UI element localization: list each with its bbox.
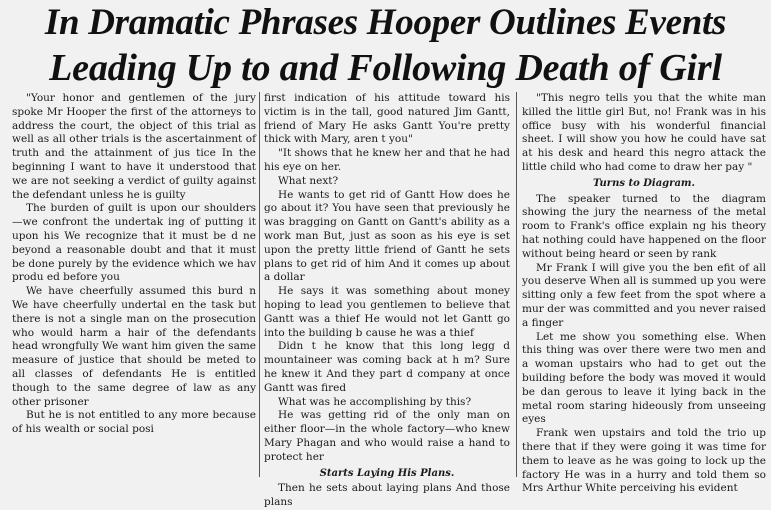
paragraph: Didn t he know that this long legg d mountaineer was coming back at h m? Sure he knew it And they part d company at once Gantt was fired <box>264 340 510 394</box>
paragraph: But he is not entitled to any more because of his wealth or social posi <box>12 409 256 436</box>
paragraph: "Your honor and gentlemen of the jury spoke Mr Hooper the first of the attorneys to address the court, the object of this trial as well as all other trials is the ascertainment of truth and the attainment of jus tice In the beginning I want to have it understood that we are not seeking a verdict of guilty against the defendant unless he is guilty <box>12 92 256 201</box>
paragraph: He wants to get rid of Gantt How does he go about it? You have seen that previously he was bragging on Gantt on Gantt's ability as a work man But, just as soon as his eye is set upon the pretty little friend of Gantt he sets plans to get rid of him And it comes up about a dollar <box>264 188 510 284</box>
column-1 <box>12 92 256 477</box>
subheading: Starts Laying His Plans. <box>319 467 455 479</box>
paragraph: We have cheerfully assumed this burd n We have cheerfully undertal en the task but there is not a single man on the prosecution who would harm a hair of the defendants head wrongfully We want him given the same measure of justice that should be meted to all classes of defendants He is entitled though to the same degree of law as any other prisoner <box>12 285 256 408</box>
paragraph: Frank wen upstairs and told the trio up there that if they were going it was time for them to leave as he was going to lock up the factory He was in a hurry and told them so Mrs Arthur White perceiving his evident <box>522 427 766 495</box>
column-3 <box>522 92 766 495</box>
paragraph: What next? <box>278 174 339 187</box>
paragraph: "It shows that he knew her and that he had his eye on her. <box>264 147 510 173</box>
column-rule-1 <box>259 92 260 477</box>
headline-line-2: Leading Up to and Following Death of Girl <box>49 47 722 89</box>
paragraph: Then he sets about laying plans And those plans <box>264 482 510 509</box>
paragraph: Mr Frank I will give you the ben efit of all you deserve When all is summed up you were sitting only a few feet from the spot where a mur der was committed and you never raised a finger <box>522 261 766 329</box>
paragraph: He was getting rid of the only man on either floor—in the whole factory—who knew Mary Phagan and who would raise a hand to protect her <box>264 409 510 463</box>
headline-line-1: In Dramatic Phrases Hooper Outlines Events <box>44 2 727 43</box>
column-rule-2 <box>516 92 517 477</box>
paragraph: What was he accomplishing by this? <box>278 395 472 408</box>
headline <box>0 0 771 92</box>
paragraph: He says it was something about money hoping to lead you gentlemen to believe that Gantt was a thief He would not let Gantt go into the building b cause he was a thief <box>264 285 510 339</box>
subheading: Turns to Diagram. <box>593 177 695 189</box>
paragraph: first indication of his attitude toward his victim is in the tall, good natured Jim Gantt, friend of Mary He asks Gantt You're pretty thick with Mary, aren t you" <box>264 92 510 146</box>
paragraph: The burden of guilt is upon our shoulders—we confront the undertak ing of putting it upon his We recognize that it must be d ne beyond a reasonable doubt and that it must be done purely by the evidence which we hav produ ed before you <box>12 202 256 284</box>
paragraph: "This negro tells you that the white man killed the little girl But, no! Frank was in his office busy with his wonderful financial sheet. I will show you how he could have sat at his desk and heard this negro attack the little child who had come to draw her pay " <box>522 92 766 173</box>
paragraph: The speaker turned to the diagram showing the jury the nearness of the metal room to Frank's office explain ng his theory hat nothing could have happened on the floor without being heard or seen by rank <box>522 192 766 260</box>
column-2 <box>264 92 510 509</box>
paragraph: Let me show you something else. When this thing was over there were two men and a woman upstairs who had to get out the building before the body was moved it would be dan gerous to leave it lying back in the metal room staring hideously from unseeing eyes <box>522 330 766 426</box>
